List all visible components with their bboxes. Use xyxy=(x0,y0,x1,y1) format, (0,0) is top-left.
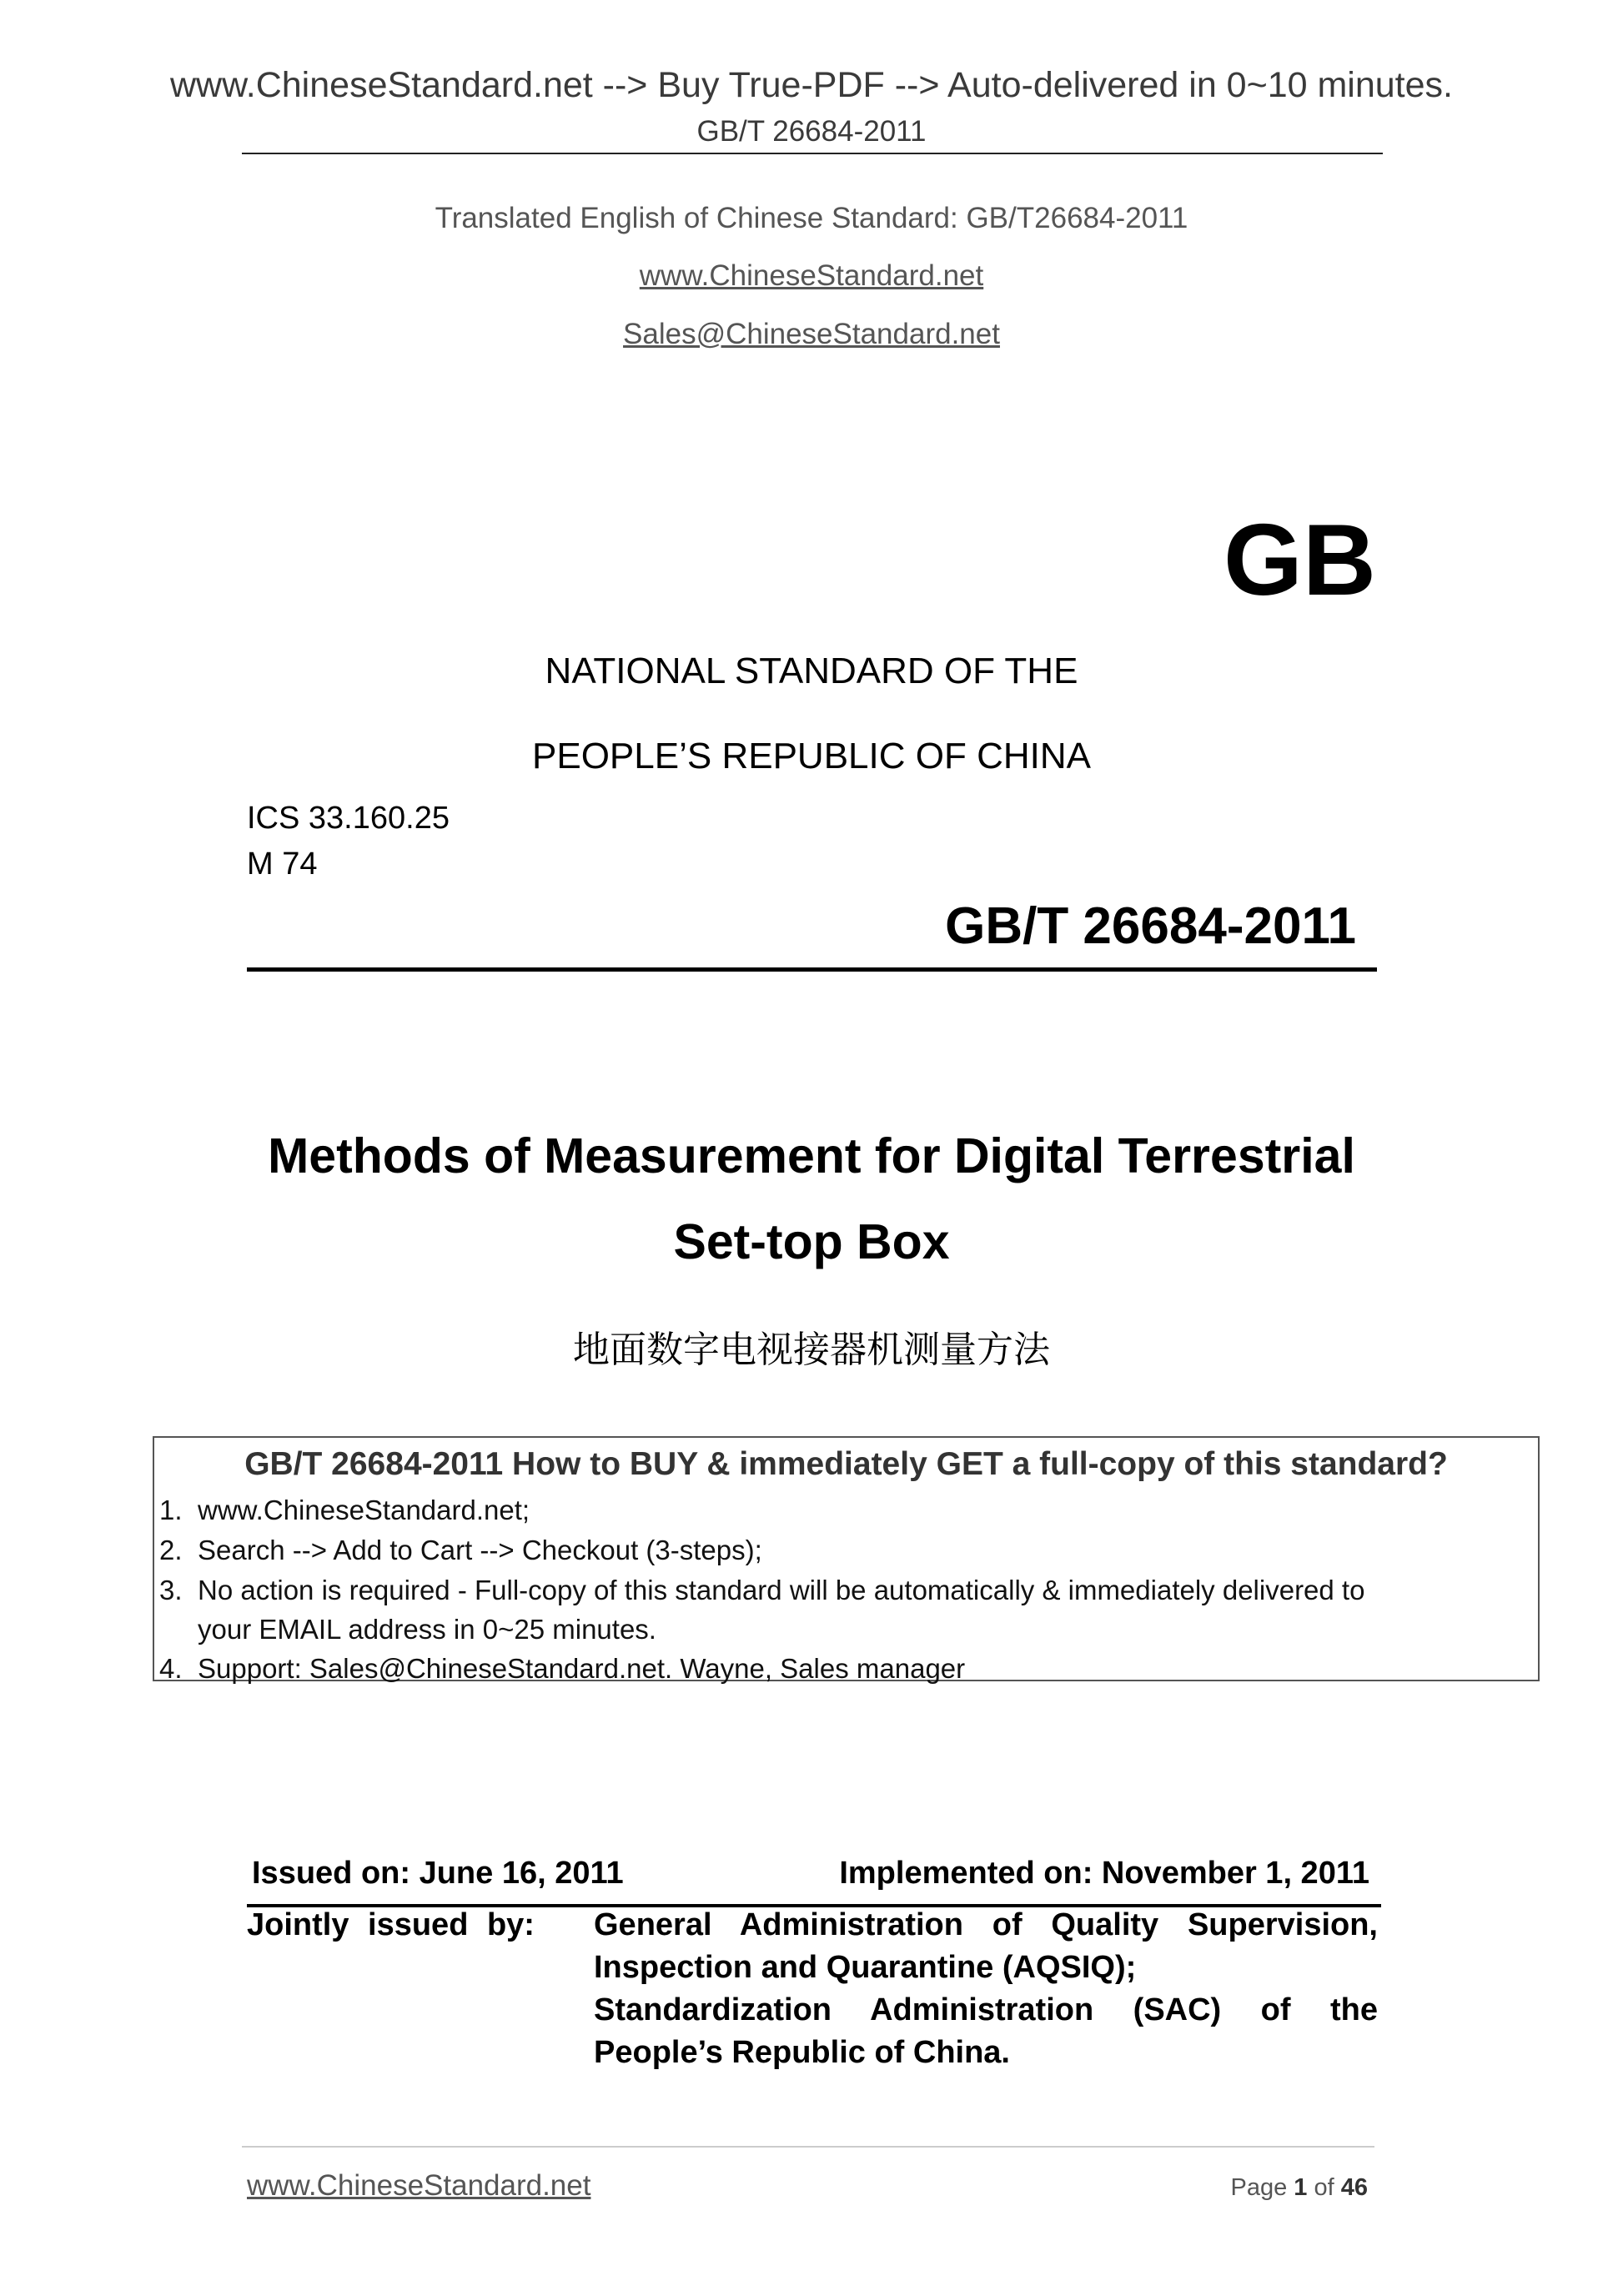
header-promo-text: www.ChineseStandard.net --> Buy True-PDF --> Auto-delivered in 0~10 minutes. xyxy=(169,65,1453,105)
how-to-buy-box xyxy=(153,1436,1540,1684)
document-title-line-1: Methods of Measurement for Digital Terrestrial xyxy=(268,1128,1355,1183)
jointly-issued-label: Jointly issued by: xyxy=(247,1907,535,1942)
standard-code-divider xyxy=(247,967,1377,972)
page-current: 1 xyxy=(1294,2174,1308,2201)
page-number xyxy=(1230,2174,1368,2202)
ics-code: ICS 33.160.25 xyxy=(247,801,450,836)
national-standard-line-1: NATIONAL STANDARD OF THE xyxy=(545,651,1078,691)
translated-notice: Translated English of Chinese Standard: GB/T26684-2011 xyxy=(435,202,1188,234)
buy-step-text: your EMAIL address in 0~25 minutes. xyxy=(198,1614,656,1645)
website-link[interactable]: www.ChineseStandard.net xyxy=(639,259,984,292)
gb-mark: GB xyxy=(1224,503,1376,616)
buy-step-text: Support: Sales@ChineseStandard.net. Wayne, Sales manager xyxy=(198,1653,966,1684)
buy-step-number: 4. xyxy=(159,1653,183,1684)
buy-step-number: 1. xyxy=(159,1495,183,1525)
standard-code: GB/T 26684-2011 xyxy=(945,897,1356,955)
buy-step-continuation xyxy=(159,1614,656,1645)
buy-step xyxy=(159,1495,530,1526)
issuer-line: People’s Republic of China. xyxy=(594,2035,1010,2070)
issuer-line: Standardization Administration (SAC) of the xyxy=(594,1992,1378,2027)
document-title-line-2: Set-top Box xyxy=(673,1214,950,1269)
ccs-code: M 74 xyxy=(247,847,318,882)
how-to-buy-title: GB/T 26684-2011 How to BUY & immediately GET a full-copy of this standard? xyxy=(244,1446,1448,1482)
footer-website-link[interactable]: www.ChineseStandard.net xyxy=(247,2169,591,2202)
buy-step-number: 3. xyxy=(159,1575,183,1605)
national-standard-line-2: PEOPLE’S REPUBLIC OF CHINA xyxy=(532,736,1091,776)
buy-step xyxy=(159,1653,965,1685)
page-total: 46 xyxy=(1340,2174,1368,2201)
buy-step-text: No action is required - Full-copy of this standard will be automatically & immediately delivered to xyxy=(198,1575,1365,1605)
header-standard-number: GB/T 26684-2011 xyxy=(696,115,927,148)
footer-divider xyxy=(242,2146,1374,2148)
issuer-line: Inspection and Quarantine (AQSIQ); xyxy=(594,1950,1137,1985)
issued-date: Issued on: June 16, 2011 xyxy=(252,1856,624,1891)
page-word: Page xyxy=(1230,2174,1288,2201)
buy-step-number: 2. xyxy=(159,1535,183,1565)
header-divider xyxy=(242,153,1383,154)
sales-email-link[interactable]: Sales@ChineseStandard.net xyxy=(623,318,1000,350)
buy-step xyxy=(159,1535,762,1566)
buy-step-text: Search --> Add to Cart --> Checkout (3-steps); xyxy=(198,1535,762,1565)
document-title-chinese: 地面数字电视接器机测量方法 xyxy=(573,1329,1050,1371)
buy-step-text[interactable]: www.ChineseStandard.net; xyxy=(198,1495,530,1525)
page-of: of xyxy=(1314,2174,1334,2201)
implemented-date: Implemented on: November 1, 2011 xyxy=(839,1856,1369,1891)
issuer-line: General Administration of Quality Supervision, xyxy=(594,1907,1378,1942)
buy-step xyxy=(159,1575,1364,1606)
